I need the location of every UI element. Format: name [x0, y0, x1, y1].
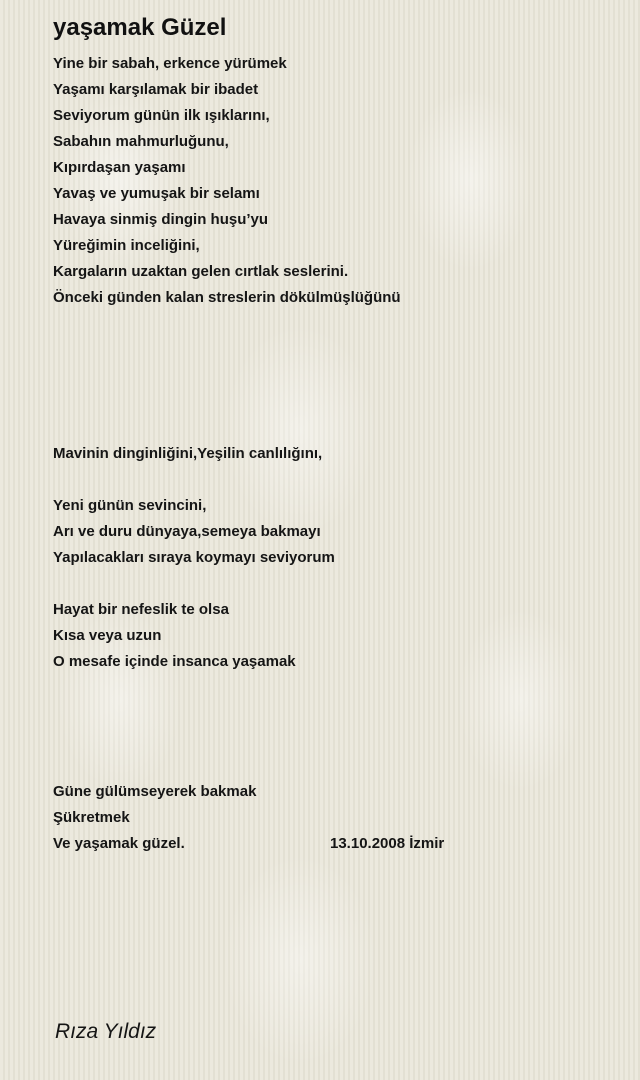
poem-line: Mavinin dinginliğini,Yeşilin canlılığını,	[53, 445, 323, 462]
poem-line: Yavaş ve yumuşak bir selamı	[53, 185, 260, 202]
poem-line: Önceki günden kalan streslerin dökülmüşlüğünü	[53, 289, 401, 306]
poem-line: O mesafe içinde insanca yaşamak	[53, 653, 296, 670]
poem-line: Yeni günün sevincini,	[53, 497, 207, 514]
poem-line: Arı ve duru dünyaya,semeya bakmayı	[53, 523, 321, 540]
poem-signoff-line	[53, 831, 613, 857]
stanza-break	[53, 701, 613, 727]
poem-line: Havaya sinmiş dingin huşu’yu	[53, 211, 269, 228]
stanza-break	[53, 675, 613, 701]
poem-date-place: 13.10.2008 İzmir	[330, 835, 445, 852]
poem-line: Yine bir sabah, erkence yürümek	[53, 55, 287, 72]
stanza-break	[53, 753, 613, 779]
poem-line: Yaşamı karşılamak bir ibadet	[53, 81, 259, 98]
stanza-break	[53, 389, 613, 415]
poem-line: Hayat bir nefeslik te olsa	[53, 601, 229, 618]
poem-body	[53, 51, 613, 857]
stanza-break	[53, 363, 613, 389]
poem-line: Kargaların uzaktan gelen cırtlak seslerini.	[53, 263, 349, 280]
stanza-break	[53, 311, 613, 337]
poem-line: Yüreğimin inceliğini,	[53, 237, 200, 254]
stanza-break	[53, 571, 613, 597]
poem-line: Yapılacakları sıraya koymayı seviyorum	[53, 549, 335, 566]
stanza-break	[53, 337, 613, 363]
poem-line: Şükretmek	[53, 809, 130, 826]
poem-line: Kıpırdaşan yaşamı	[53, 159, 186, 176]
stanza-break	[53, 467, 613, 493]
poem-title: yaşamak Güzel	[53, 14, 227, 41]
stanza-break	[53, 415, 613, 441]
poem-line: Seviyorum günün ilk ışıklarını,	[53, 107, 270, 124]
stanza-break	[53, 727, 613, 753]
poem-author: Rıza Yıldız	[55, 1020, 157, 1043]
poem-line: Güne gülümseyerek bakmak	[53, 783, 257, 800]
poem-line: Kısa veya uzun	[53, 627, 162, 644]
poem-closing-line: Ve yaşamak güzel.	[53, 835, 185, 852]
poem-line: Sabahın mahmurluğunu,	[53, 133, 229, 150]
